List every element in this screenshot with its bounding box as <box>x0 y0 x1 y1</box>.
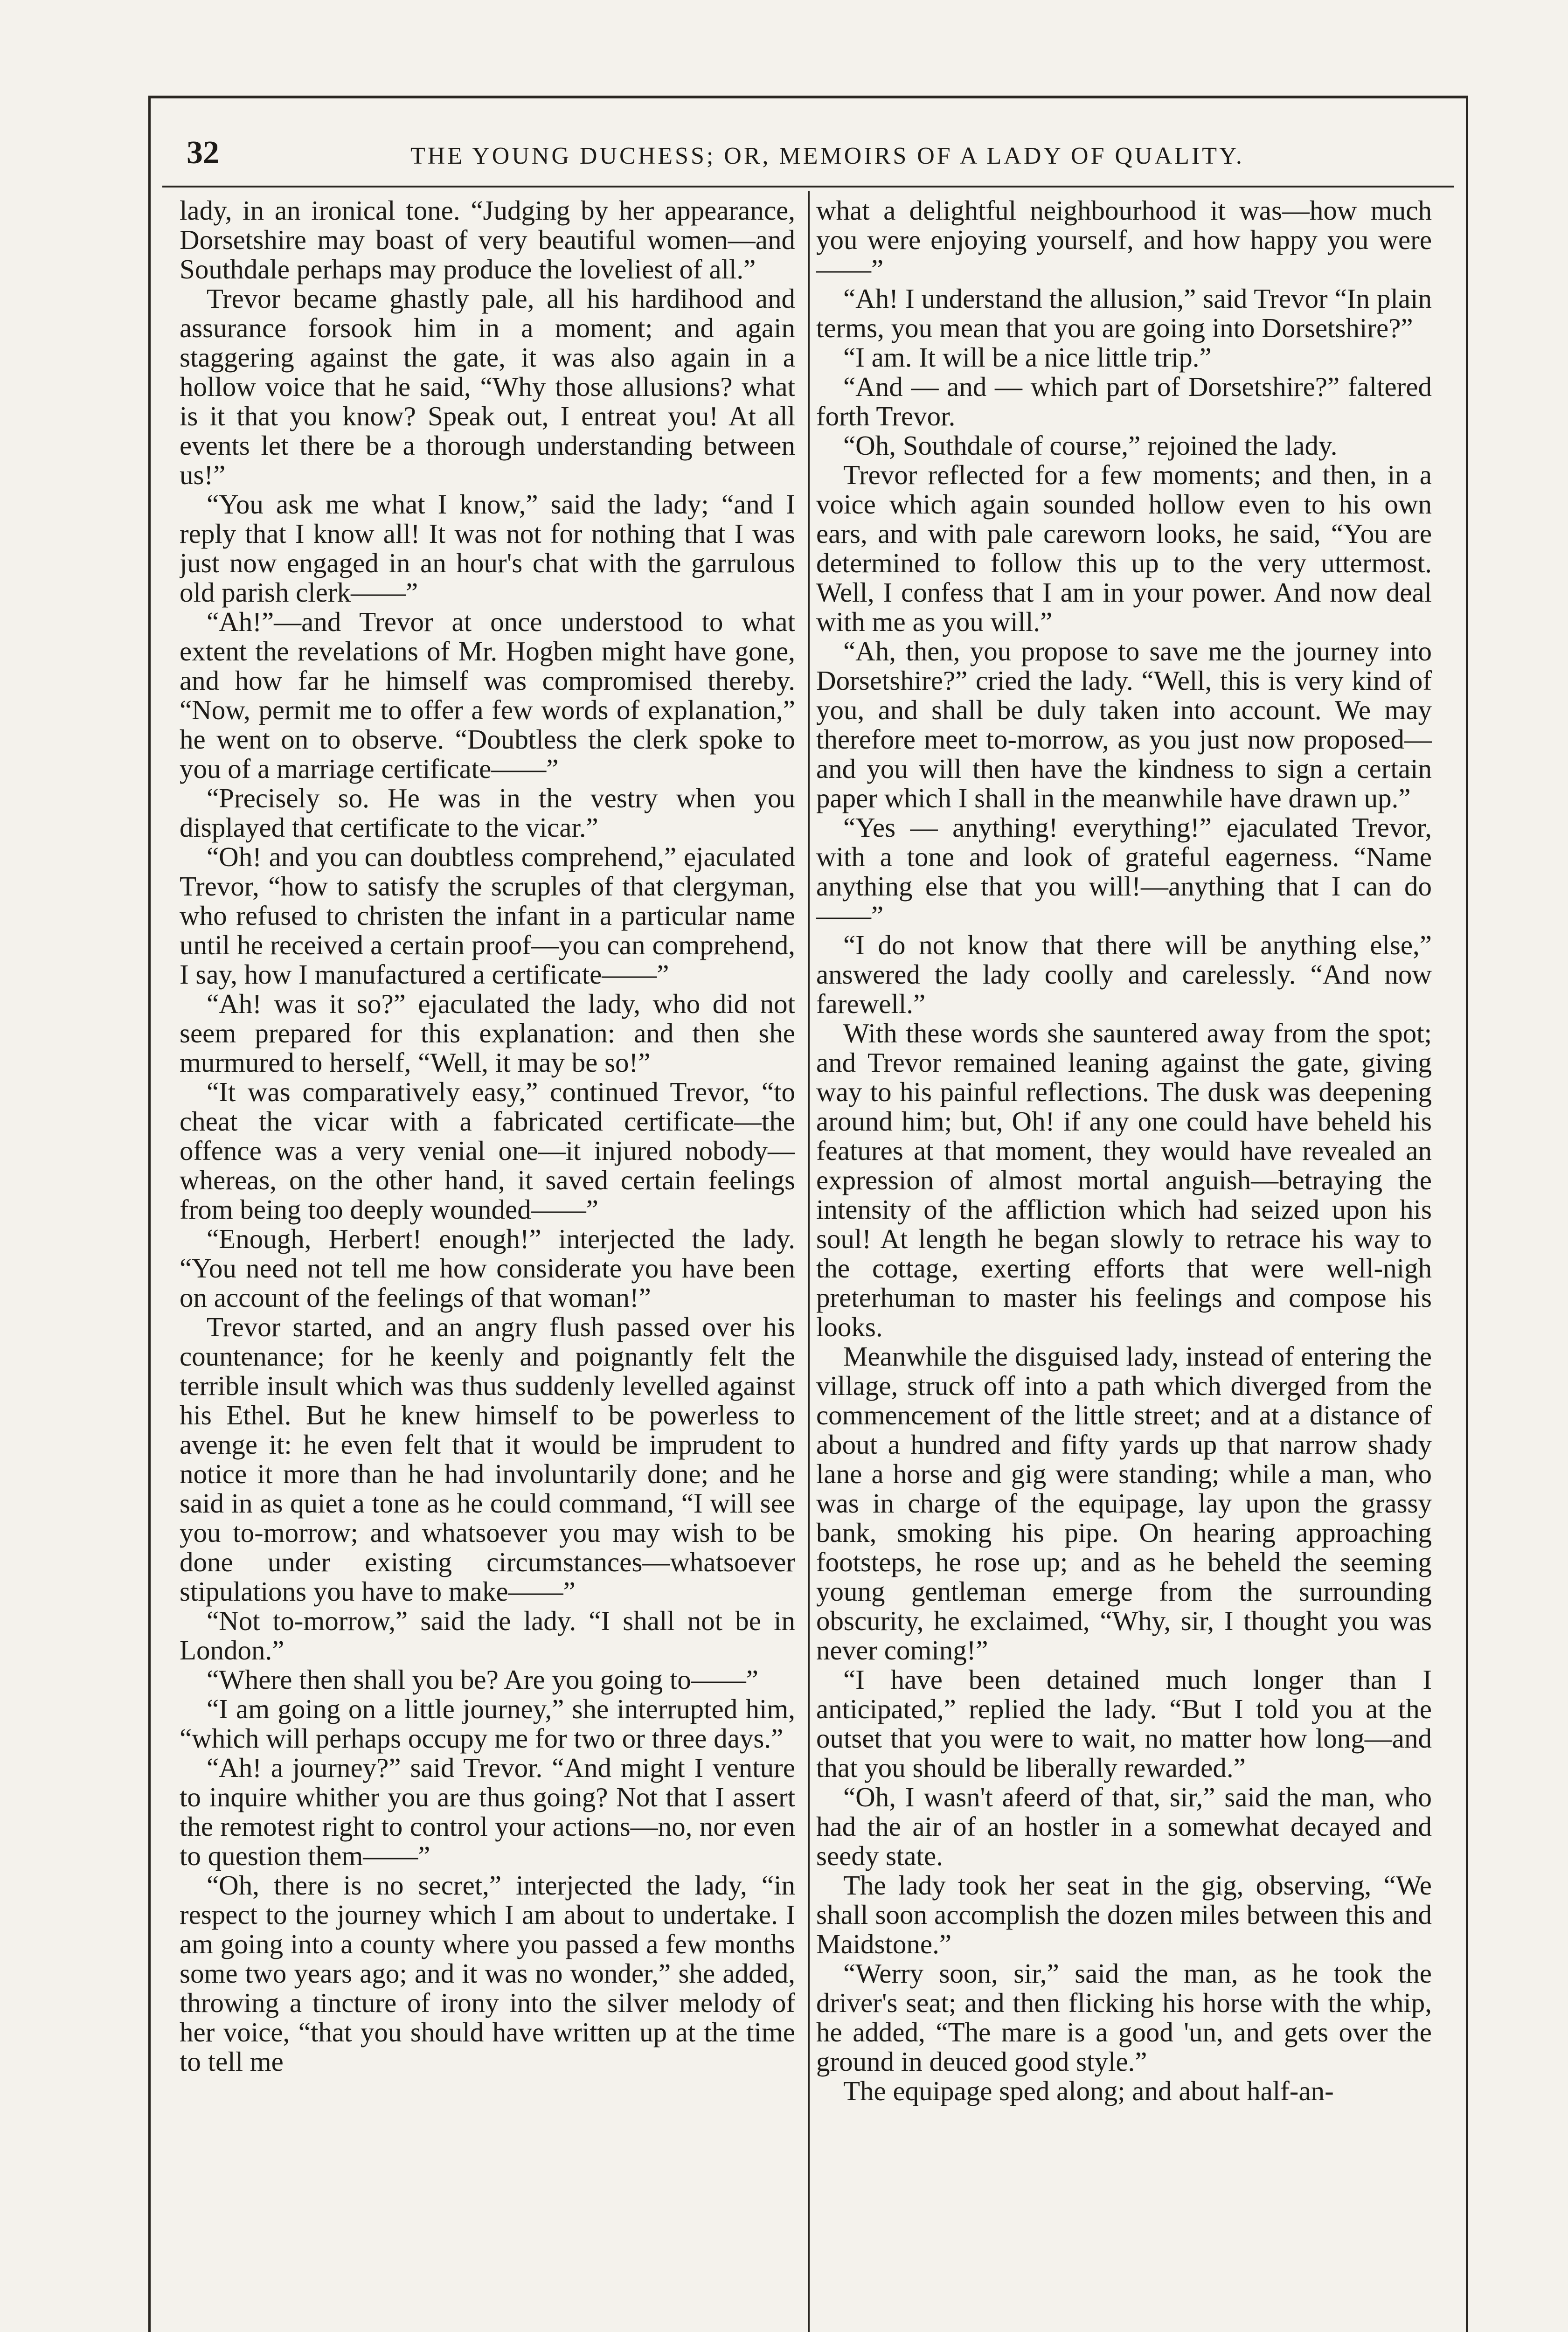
paragraph: “Ah!”—and Trevor at once understood to what extent the revelations of Mr. Hogben might have gone, and how far he himself was compromised thereby. “Now, permit me to offer a few words of explanation,” he went on to observe. “Doubtless the clerk spoke to you of a marriage certificate——” <box>180 606 795 784</box>
paragraph: Trevor reflected for a few moments; and then, in a voice which again sounded hollow even to his own ears, and with pale careworn looks, he said, “You are determined to follow this up to the very uttermost. Well, I confess that I am in your power. And now deal with me as you will.” <box>816 459 1432 637</box>
paragraph: “I have been detained much longer than I anticipated,” replied the lady. “But I told you at the outset that you were to wait, no matter how long—and that you should be liberally rewarded.” <box>816 1664 1432 1783</box>
paragraph: lady, in an ironical tone. “Judging by her appearance, Dorsetshire may boast of very beautiful women—and Southdale perhaps may produce the loveliest of all.” <box>180 196 795 285</box>
paragraph: “Oh, there is no secret,” interjected the lady, “in respect to the journey which I am about to undertake. I am going into a county where you passed a few months some two years ago; and it was no wonder,” she added, throwing a tincture of irony into the silver melody of her voice, “that you should have written up at the time to tell me <box>180 1870 795 2077</box>
paragraph: “Oh! and you can doubtless comprehend,” ejaculated Trevor, “how to satisfy the scruples of that clergyman, who refused to christen the infant in a particular name until he received a certain proof—you can comprehend, I say, how I manufactured a certificate——” <box>180 841 795 990</box>
paragraph: “It was comparatively easy,” continued Trevor, “to cheat the vicar with a fabricated certificate—the offence was a very venial one—it injured nobody—whereas, on the other hand, it saved certain feelings from being too deeply wounded——” <box>180 1076 795 1225</box>
paragraph: “And — and — which part of Dorsetshire?” faltered forth Trevor. <box>816 371 1432 431</box>
right-column <box>816 196 1432 2332</box>
paragraph: The equipage sped along; and about half-an- <box>843 2075 1334 2106</box>
paragraph: “Enough, Herbert! enough!” interjected the lady. “You need not tell me how considerate you have been on account of the feelings of that woman!” <box>180 1223 795 1313</box>
left-column <box>180 196 795 2332</box>
paragraph: Meanwhile the disguised lady, instead of entering the village, struck off into a path which diverged from the commencement of the little street; and at a distance of about a hundred and fifty yards up that narrow shady lane a horse and gig were standing; while a man, who was in charge of the equipage, lay upon the grassy bank, smoking his pipe. On hearing approaching footsteps, he rose up; and as he beheld the seeming young gentleman emerge from the surrounding obscurity, he exclaimed, “Why, sir, I thought you was never coming!” <box>816 1341 1432 1666</box>
paragraph: “Ah, then, you propose to save me the journey into Dorsetshire?” cried the lady. “Well, this is very kind of you, and shall be duly taken into account. We may therefore meet to-morrow, as you just now proposed—and you will then have the kindness to sign a certain paper which I shall in the meanwhile have drawn up.” <box>816 636 1432 813</box>
paragraph: “Oh, Southdale of course,” rejoined the lady. <box>843 430 1338 461</box>
paragraph: “Ah! was it so?” ejaculated the lady, who did not seem prepared for this explanation: and then she murmured to herself, “Well, it may be so!” <box>180 988 795 1078</box>
page-number: 32 <box>187 135 219 171</box>
paragraph: “I am. It will be a nice little trip.” <box>843 342 1212 373</box>
paragraph: “I do not know that there will be anything else,” answered the lady coolly and carelessly. “And now farewell.” <box>816 930 1432 1019</box>
running-head: THE YOUNG DUCHESS; OR, MEMOIRS OF A LADY OF QUALITY. <box>410 143 1244 169</box>
paragraph: “Werry soon, sir,” said the man, as he took the driver's seat; and then flicking his horse with the whip, he added, “The mare is a good 'un, and gets over the ground in deuced good style.” <box>816 1958 1432 2077</box>
paragraph: “Oh, I wasn't afeerd of that, sir,” said the man, who had the air of an hostler in a somewhat decayed and seedy state. <box>816 1782 1432 1871</box>
paragraph: “Where then shall you be? Are you going to——” <box>207 1664 758 1695</box>
paragraph: “I am going on a little journey,” she interrupted him, “which will perhaps occupy me for two or three days.” <box>180 1693 795 1754</box>
paragraph: “Not to-morrow,” said the lady. “I shall not be in London.” <box>180 1605 795 1666</box>
paragraph: “Ah! a journey?” said Trevor. “And might I venture to inquire whither you are thus going? Not that I assert the remotest right to control your actions—no, nor even to question them——” <box>180 1752 795 1871</box>
paragraph: Trevor became ghastly pale, all his hardihood and assurance forsook him in a moment; and again staggering against the gate, it was also again in a hollow voice that he said, “Why those allusions? what is it that you know? Speak out, I entreat you! At all events let there be a thorough understanding between us!” <box>180 283 795 490</box>
header-rule <box>162 186 1454 187</box>
paragraph: “Yes — anything! everything!” ejaculated Trevor, with a tone and look of grateful eagerness. “Name anything else that you will!—anything that I can do——” <box>816 812 1432 931</box>
paragraph: “Ah! I understand the allusion,” said Trevor “In plain terms, you mean that you are going into Dorsetshire?” <box>816 283 1432 343</box>
paragraph: “You ask me what I know,” said the lady; “and I reply that I know all! It was not for nothing that I was just now engaged in an hour's chat with the garrulous old parish clerk——” <box>180 489 795 608</box>
paragraph: what a delightful neighbourhood it was—how much you were enjoying yourself, and how happy you were——” <box>816 196 1432 285</box>
paragraph: With these words she sauntered away from the spot; and Trevor remained leaning against the gate, giving way to his painful reflections. The dusk was deepening around him; but, Oh! if any one could have beheld his features at that moment, they would have revealed an expression of almost mortal anguish—betraying the intensity of the affliction which had seized upon his soul! At length he began slowly to retrace his way to the cottage, exerting efforts that were well-nigh preterhuman to master his feelings and compose his looks. <box>816 1018 1432 1342</box>
paragraph: Trevor started, and an angry flush passed over his countenance; for he keenly and poignantly felt the terrible insult which was thus suddenly levelled against his Ethel. But he knew himself to be powerless to avenge it: he even felt that it would be imprudent to notice it more than he had involuntarily done; and he said in as quiet a tone as he could command, “I will see you to-morrow; and whatsoever you may wish to be done under existing circumstances—whatsoever stipulations you have to make——” <box>180 1312 795 1607</box>
paragraph: The lady took her seat in the gig, observing, “We shall soon accomplish the dozen miles between this and Maidstone.” <box>816 1870 1432 1959</box>
paragraph: “Precisely so. He was in the vestry when you displayed that certificate to the vicar.” <box>180 783 795 843</box>
column-divider <box>808 191 810 2332</box>
